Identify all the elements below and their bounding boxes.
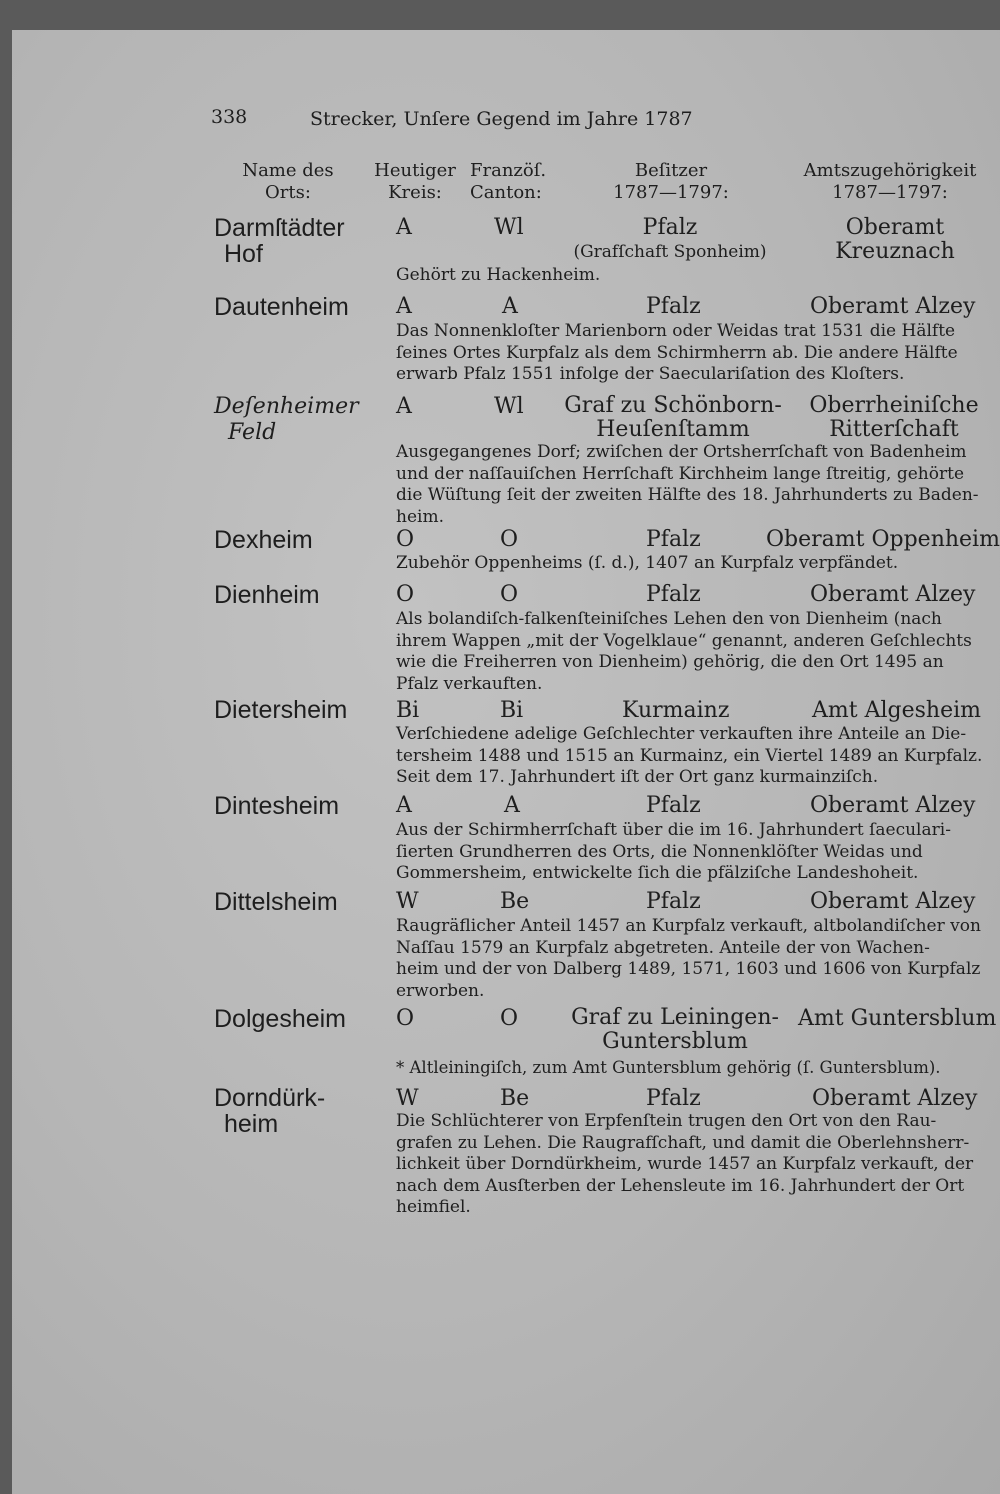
note-line: Das Nonnenkloſter Marienborn oder Weidas trat 1531 die Hälfte	[396, 321, 956, 341]
canton-value: Wl	[494, 215, 524, 240]
besitzer-value: Pfalz	[646, 793, 701, 818]
note-line: erwarb Pfalz 1551 infolge der Saeculariſation des Kloſters.	[396, 364, 905, 384]
kreis-value: O	[396, 1006, 415, 1031]
note-line: lichkeit über Dorndürkheim, wurde 1457 an Kurpfalz verkauft, der	[396, 1154, 974, 1174]
column-header-canton	[470, 160, 560, 204]
kreis-value: Bi	[396, 698, 420, 723]
note-line: die Wüſtung ſeit der zweiten Hälfte des 18. Jahrhunderts zu Baden-	[396, 485, 979, 505]
place-name-line: Deſenheimer	[214, 394, 359, 419]
place-name-line: Darmſtädter	[214, 214, 345, 242]
amt-value: Amt Algesheim	[812, 698, 981, 723]
place-name-dautenheim: Dautenheim	[214, 293, 349, 321]
note-line: ihrem Wappen „mit der Vogelklaue“ genannt, anderen Geſchlechts	[396, 630, 972, 651]
place-name-line: heim	[224, 1110, 279, 1138]
place-name-dittelsheim: Dittelsheim	[214, 888, 338, 916]
column-header-line: Amtszugehörigkeit	[803, 160, 977, 181]
place-name-desenheimer-feld	[214, 394, 359, 446]
column-header-kreis	[372, 160, 458, 204]
note-line: Raugräflicher Anteil 1457 an Kurpfalz verkauft, altbolandiſcher von	[396, 916, 981, 936]
amt-value	[808, 394, 980, 442]
amt-value: Amt Guntersblum	[798, 1006, 997, 1031]
place-name-line: Dorndürk-	[214, 1084, 326, 1112]
column-header-amt	[800, 160, 980, 204]
besitzer-line: (Grafſchaft Sponheim)	[573, 242, 767, 262]
place-name-dietersheim: Dietersheim	[214, 696, 348, 724]
besitzer-value: Pfalz	[646, 889, 701, 914]
place-name-line: Feld	[228, 420, 277, 445]
kreis-value: W	[396, 1086, 419, 1111]
besitzer-value	[560, 216, 780, 264]
note-line: wie die Freiherren von Dienheim) gehörig, die den Ort 1495 an	[396, 652, 944, 672]
kreis-value: A	[396, 294, 412, 319]
amt-line: Oberamt	[845, 215, 945, 240]
amt-line: Oberrheiniſche	[809, 393, 979, 418]
column-header-line: Name des	[242, 160, 334, 181]
canton-value: Be	[500, 889, 530, 914]
canton-value: A	[502, 294, 518, 319]
canton-value: Bi	[500, 698, 524, 723]
running-title: Strecker, Unſere Gegend im Jahre 1787	[310, 108, 693, 130]
amt-value: Oberamt Alzey	[810, 582, 976, 607]
page-number: 338	[211, 106, 248, 128]
note-line: Die Schlüchterer von Erpfenſtein trugen den Ort von den Rau-	[396, 1111, 937, 1131]
place-name-dolgesheim: Dolgesheim	[214, 1005, 347, 1033]
amt-value: Oberamt Alzey	[810, 889, 976, 914]
note-line: nach dem Ausſterben der Lehensleute im 16. Jahrhundert der Ort	[396, 1175, 965, 1196]
column-header-line: Kreis:	[388, 182, 442, 203]
entry-note	[396, 442, 990, 528]
place-name-darmstaedter-hof	[214, 215, 345, 267]
note-line: Naſſau 1579 an Kurpfalz abgetreten. Anteile der von Wachen-	[396, 937, 930, 958]
column-header-line: Heutiger	[374, 160, 456, 181]
amt-value: Oberamt Alzey	[810, 793, 976, 818]
amt-line: Ritterſchaft	[829, 417, 959, 442]
note-line: * Altleiningiſch, zum Amt Guntersblum gehörig (ſ. Guntersblum).	[396, 1058, 941, 1077]
entry-note	[396, 609, 990, 695]
note-line: Pfalz verkauften.	[396, 673, 543, 694]
amt-value	[820, 216, 970, 264]
kreis-value: A	[396, 215, 412, 240]
besitzer-value: Pfalz	[646, 294, 701, 319]
entry-note	[396, 553, 990, 575]
note-line: Seit dem 17. Jahrhundert iſt der Ort ganz kurmainziſch.	[396, 767, 879, 787]
besitzer-line: Pfalz	[642, 215, 698, 240]
column-header-line: Beſitzer	[634, 160, 708, 181]
entry-note	[396, 265, 990, 287]
canton-value: O	[500, 582, 519, 607]
note-line: heimfiel.	[396, 1197, 471, 1217]
kreis-value: O	[396, 527, 415, 552]
entry-note	[396, 916, 990, 1002]
note-line: grafen zu Lehen. Die Raugrafſchaft, und damit die Oberlehnsherr-	[396, 1132, 970, 1153]
besitzer-value: Kurmainz	[622, 698, 730, 723]
besitzer-value	[560, 394, 786, 442]
note-line: ſeines Ortes Kurpfalz als dem Schirmherrn ab. Die andere Hälfte	[396, 342, 958, 363]
note-line: Aus der Schirmherrſchaft über die im 16. Jahrhundert ſaeculari-	[396, 820, 951, 840]
column-header-name	[230, 160, 346, 204]
besitzer-value	[560, 1006, 790, 1054]
place-name-line: Hof	[224, 240, 263, 268]
column-header-line: Canton:	[470, 182, 542, 203]
place-name-dienheim: Dienheim	[214, 581, 320, 609]
canton-value: Be	[500, 1086, 530, 1111]
column-header-line: 1787—1797:	[613, 182, 729, 203]
note-line: heim und der von Dalberg 1489, 1571, 1603 und 1606 von Kurpfalz	[396, 959, 981, 979]
note-line: Gommersheim, entwickelte ſich die pfälziſche Landeshoheit.	[396, 863, 919, 883]
canton-value: O	[500, 527, 519, 552]
canton-value: A	[504, 793, 520, 818]
entry-note	[396, 820, 990, 885]
besitzer-value: Pfalz	[646, 582, 701, 607]
note-line: Zubehör Oppenheims (ſ. d.), 1407 an Kurpfalz verpfändet.	[396, 553, 899, 573]
note-line: Ausgegangenes Dorf; zwiſchen der Ortsherrſchaft von Badenheim	[396, 442, 967, 462]
note-line: Verſchiedene adelige Geſchlechter verkauften ihre Anteile an Die-	[396, 724, 967, 744]
kreis-value: W	[396, 889, 419, 914]
besitzer-line: Guntersblum	[602, 1029, 748, 1054]
entry-note	[396, 1111, 990, 1219]
entry-note	[396, 321, 990, 386]
column-header-besitzer	[596, 160, 746, 204]
entry-note	[396, 1057, 990, 1079]
note-line: Als bolandiſch-falkenſteiniſches Lehen den von Dienheim (nach	[396, 609, 942, 629]
canton-value: O	[500, 1006, 519, 1031]
kreis-value: A	[396, 793, 412, 818]
besitzer-value: Pfalz	[646, 527, 701, 552]
place-name-dexheim: Dexheim	[214, 526, 313, 554]
amt-value: Oberamt Alzey	[812, 1086, 978, 1111]
column-header-line: Orts:	[265, 182, 311, 203]
amt-value: Oberamt Oppenheim	[766, 527, 1000, 552]
besitzer-value: Pfalz	[646, 1086, 701, 1111]
kreis-value: O	[396, 582, 415, 607]
besitzer-line: Graf zu Schönborn-	[564, 393, 782, 418]
note-line: Gehört zu Hackenheim.	[396, 265, 601, 285]
kreis-value: A	[396, 394, 412, 419]
place-name-dintesheim: Dintesheim	[214, 792, 340, 820]
amt-value: Oberamt Alzey	[810, 294, 976, 319]
entry-note	[396, 724, 990, 789]
column-header-line: Franzöſ.	[470, 160, 547, 181]
place-name-dorndurkheim	[214, 1085, 325, 1137]
besitzer-line: Heuſenſtamm	[596, 417, 750, 442]
note-line: tersheim 1488 und 1515 an Kurmainz, ein Viertel 1489 an Kurpfalz.	[396, 745, 983, 766]
note-line: erworben.	[396, 980, 485, 1001]
besitzer-line: Graf zu Leiningen-	[571, 1005, 779, 1030]
column-header-line: 1787—1797:	[832, 182, 948, 203]
note-line: ſierten Grundherren des Orts, die Nonnenklöſter Weidas und	[396, 841, 923, 862]
canton-value: Wl	[494, 394, 524, 419]
note-line: heim.	[396, 506, 444, 527]
note-line: und der naſſauiſchen Herrſchaft Kirchheim lange ſtreitig, gehörte	[396, 463, 965, 484]
amt-line: Kreuznach	[835, 239, 955, 264]
